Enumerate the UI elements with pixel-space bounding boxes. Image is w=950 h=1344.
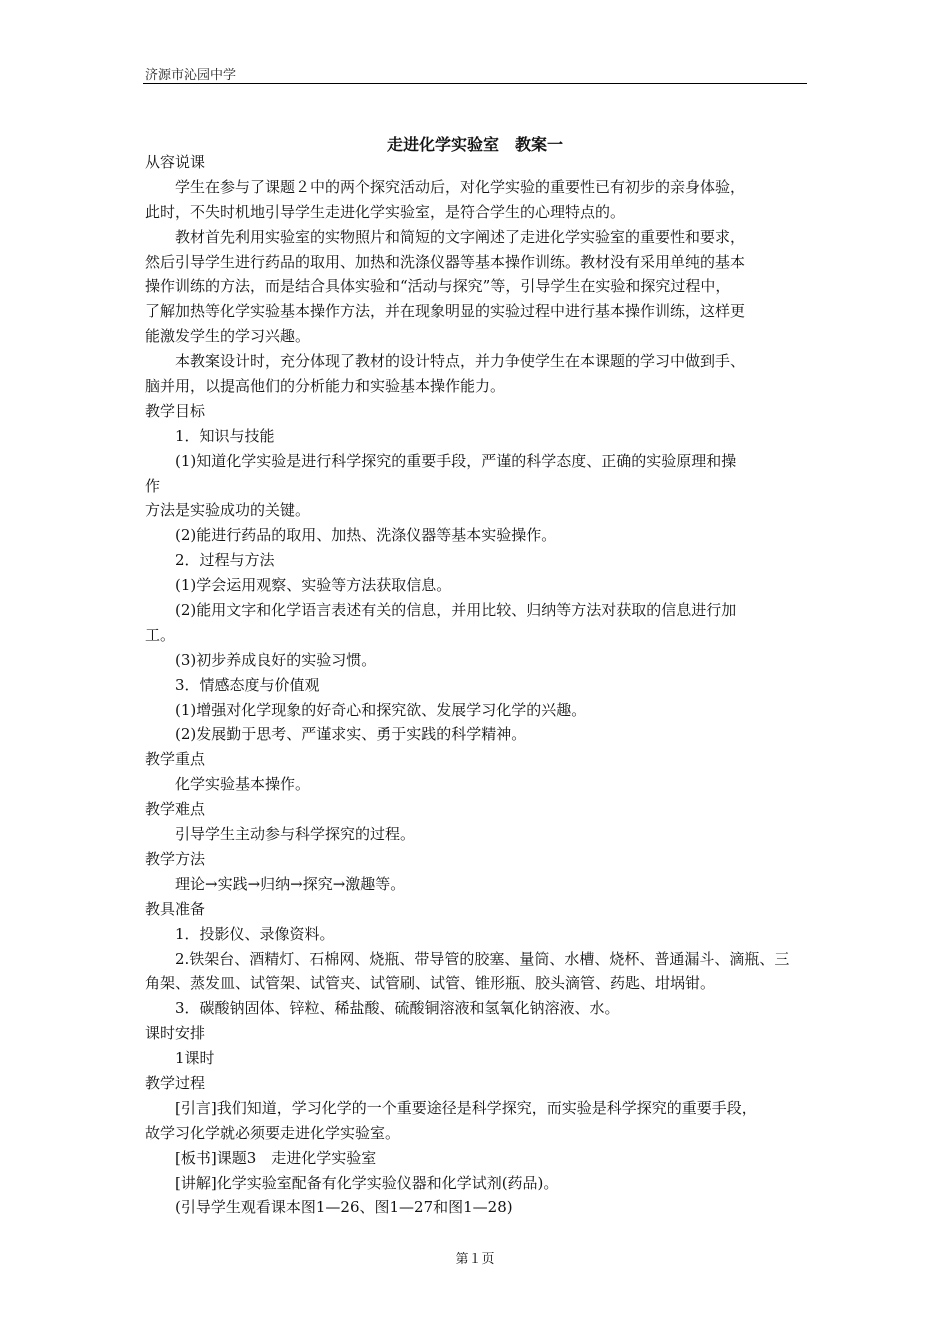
text-line: 教学过程 [145, 1073, 206, 1092]
page-number: 第１页 [455, 1252, 495, 1267]
text-line: 1课时 [175, 1049, 215, 1068]
text-line: 教学难点 [145, 800, 206, 819]
document-title: 走进化学实验室 教案一 [386, 135, 563, 154]
text-line: 此时，不失时机地引导学生走进化学实验室，是符合学生的心理特点的。 [145, 202, 626, 221]
text-line: (1)增强对化学现象的好奇心和探究欲、发展学习化学的兴趣。 [175, 700, 587, 719]
text-line: 方法是实验成功的关键。 [145, 501, 311, 520]
header-school: 济源市沁园中学 [145, 68, 237, 83]
text-line: 教学方法 [145, 849, 206, 868]
text-line: 角架、蒸发皿、试管架、试管夹、试管刷、试管、锥形瓶、胶头滴管、药匙、坩埚钳。 [145, 974, 716, 993]
text-line: 3．碳酸钠固体、锌粒、稀盐酸、硫酸铜溶液和氢氧化钠溶液、水。 [175, 999, 620, 1018]
text-line: 故学习化学就必须要走进化学实验室。 [145, 1123, 401, 1142]
text-line: (3)初步养成良好的实验习惯。 [175, 650, 377, 669]
text-line: 学生在参与了课题２中的两个探究活动后，对化学实验的重要性已有初步的亲身体验， [175, 177, 746, 196]
text-line: 从容说课 [145, 153, 206, 171]
text-line: 然后引导学生进行药品的取用、加热和洗涤仪器等基本操作训练。教材没有采用单纯的基本 [145, 252, 746, 271]
text-line: 操作训练的方法，而是结合具体实验和“活动与探究”等，引导学生在实验和探究过程中， [145, 277, 731, 296]
text-line: 教学重点 [145, 750, 206, 769]
text-line: (2)发展勤于思考、严谨求实、勇于实践的科学精神。 [175, 725, 527, 744]
text-line: 2.铁架台、酒精灯、石棉网、烧瓶、带导管的胶塞、量筒、水槽、烧杯、普通漏斗、滴瓶、三 [175, 949, 790, 968]
text-line: 教具准备 [145, 899, 206, 918]
text-line: 教材首先利用实验室的实物照片和简短的文字阐述了走进化学实验室的重要性和要求， [175, 227, 746, 246]
text-line: 课时安排 [145, 1024, 206, 1043]
text-line: [讲解]化学实验室配备有化学实验仪器和化学试剂(药品)。 [175, 1173, 559, 1192]
text-line: 本教案设计时，充分体现了教材的设计特点，并力争使学生在本课题的学习中做到手、 [175, 352, 746, 371]
text-line: 作 [145, 476, 161, 495]
text-line: 教学目标 [145, 401, 206, 420]
text-line: 1．投影仪、录像资料。 [175, 924, 335, 943]
text-line: (2)能用文字和化学语言表述有关的信息，并用比较、归纳等方法对获取的信息进行加 [175, 601, 737, 620]
document-body [145, 150, 810, 1220]
text-line: 理论→实践→归纳→探究→激趣等。 [175, 874, 406, 893]
text-line: 工。 [145, 625, 176, 644]
text-line: 能激发学生的学习兴趣。 [145, 327, 311, 346]
text-line: (2)能进行药品的取用、加热、洗涤仪器等基本实验操作。 [175, 526, 557, 545]
text-line: 化学实验基本操作。 [175, 775, 311, 794]
text-line: 3．情感态度与价值观 [175, 675, 320, 694]
text-line: (引导学生观看课本图1—26、图1—27和图1—28) [175, 1198, 513, 1217]
text-line: [板书]课题3 走进化学实验室 [175, 1148, 377, 1167]
text-line: 了解加热等化学实验基本操作方法，并在现象明显的实验过程中进行基本操作训练，这样更 [145, 302, 746, 321]
text-line: 1．知识与技能 [175, 426, 275, 445]
text-line: [引言]我们知道，学习化学的一个重要途径是科学探究，而实验是科学探究的重要手段， [175, 1098, 757, 1117]
text-line: (1)知道化学实验是进行科学探究的重要手段，严谨的科学态度、正确的实验原理和操 [175, 451, 737, 470]
text-line: 2．过程与方法 [175, 551, 275, 570]
header-rule [143, 83, 807, 84]
text-line: 脑并用，以提高他们的分析能力和实验基本操作能力。 [145, 377, 506, 396]
text-line: 引导学生主动参与科学探究的过程。 [175, 825, 416, 844]
text-line: (1)学会运用观察、实验等方法获取信息。 [175, 576, 452, 595]
